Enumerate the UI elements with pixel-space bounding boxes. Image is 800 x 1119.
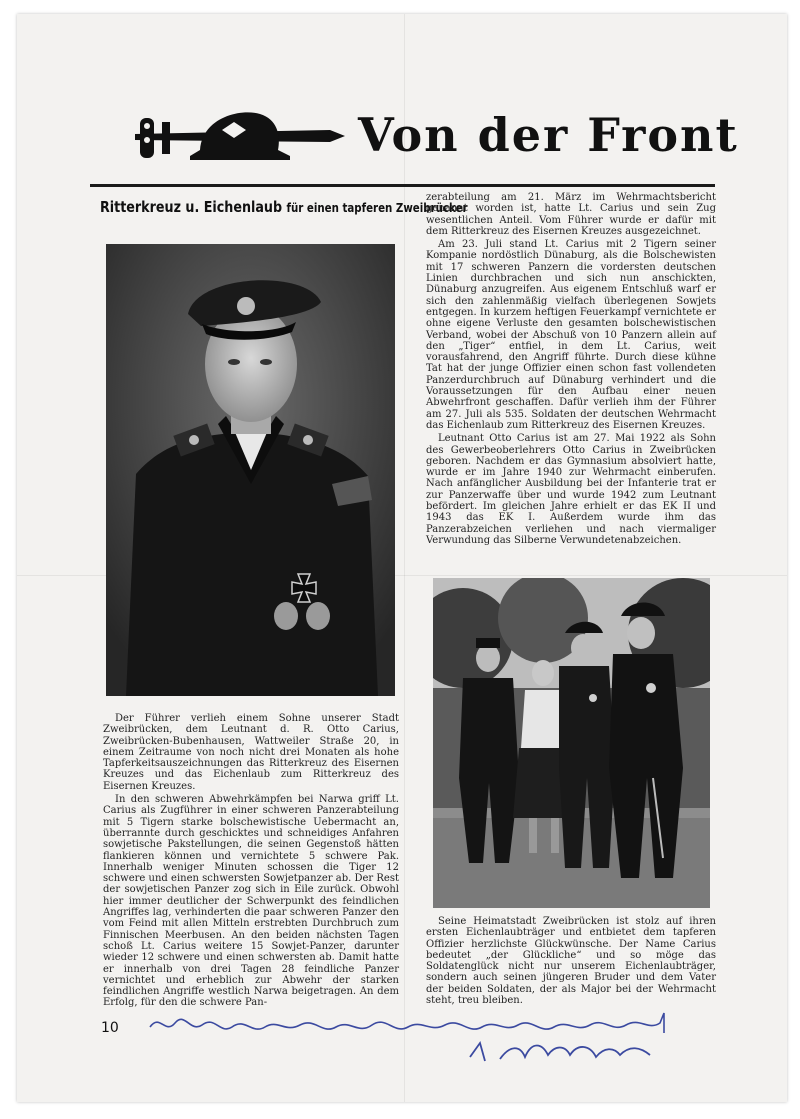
paragraph: zerabteilung am 21. März im Wehrmachtsbericht genannt worden ist, hatte Lt. Carius und sein Zug wesentlichen Anteil. Vom Führer wurde er dafür mit dem Ritterkreuz des Eisernen Kreuzes ausgezeichnet. bbox=[426, 192, 716, 237]
paragraph: In den schweren Abwehrkämpfen bei Narwa griff Lt. Carius als Zugführer in einer schweren Panzerabteilung mit 5 Tigern starke bolschewistische Uebermacht an, überrannte durch geschicktes und schneidiges Anfahren sowjetische Pakstellungen, die seinen Gegenstoß hätten flankieren können und vernichtete 5 schwere Pak. Innerhalb weniger Minuten schossen die Tiger 12 schwere und einen schwersten Sowjetpanzer ab. Der Rest der sowjetischen Panzer zog sich in Eile zurück. Obwohl hier immer deutlicher der Schwerpunkt des feindlichen Angriffes lag, verhinderten die paar schweren Panzer den vom Feind mit allen Mitteln erstrebten Durchbruch zum Finnischen Meerbusen. An den beiden nächsten Tagen schoß Lt. Carius weitere 15 Sowjet-Panzer, darunter wieder 12 schwere und einen schwersten ab. Damit hatte er innerhalb von drei Tagen 28 feindliche Panzer vernichtet und erheblich zur Abwehr der starken feindlichen Angriffe westlich Narwa beigetragen. An dem Erfolg, für den die schwere Pan- bbox=[103, 794, 399, 1009]
photo-caption bbox=[426, 916, 716, 1008]
page-number: 10 bbox=[101, 1020, 119, 1036]
article-column-left bbox=[103, 713, 399, 1011]
handwritten-dedication bbox=[140, 1005, 700, 1065]
caption-text: Seine Heimatstadt Zweibrücken ist stolz auf ihren ersten Eichenlaubträger und entbietet dem tapferen Offizier herzlichste Glückwünsche. Der Name Carius bedeutet „der Glückliche“ und so möge das Soldatenglück nicht nur unserem Eichenlaubträger, sondern auch seinen jüngeren Bruder und dem Vater der beiden Soldaten, der als Major bei der Wehrmacht steht, treu bleiben. bbox=[426, 916, 716, 1007]
article-headline bbox=[100, 198, 468, 216]
paragraph: Leutnant Otto Carius ist am 27. Mai 1922 als Sohn des Gewerbeoberlehrers Otto Carius in Zweibrücken geboren. Nachdem er das Gymnasium absolviert hatte, wurde er im Jahre 1940 zur Wehrmacht einberufen. Nach anfänglicher Ausbildung bei der Infanterie trat er zur Panzerwaffe über und wurde 1942 zum Leutnant befördert. Im gleichen Jahre erhielt er das EK II und 1943 das EK I. Außerdem wurde ihm das Panzerabzeichen verliehen und nach viermaliger Verwundung das Silberne Verwundetenabzeichen. bbox=[426, 433, 716, 546]
masthead-rule bbox=[90, 184, 715, 187]
headline-main: Ritterkreuz u. Eichenlaub bbox=[100, 198, 283, 216]
masthead bbox=[130, 100, 739, 180]
paragraph: Der Führer verlieh einem Sohne unserer Stadt Zweibrücken, dem Leutnant d. R. Otto Carius, Zweibrücken-Bubenhausen, Wattweiler Straße 20, in einem Zeitraume von noch nicht drei Monaten als hohe Tapferkeitsauszeichnungen das Ritterkreuz des Eisernen Kreuzes und das Eichenlaub zum Ritterkreuz des Eisernen Kreuzes. bbox=[103, 713, 399, 792]
masthead-title: Von der Front bbox=[358, 108, 739, 162]
paragraph: Am 23. Juli stand Lt. Carius mit 2 Tigern seiner Kompanie nordöstlich Dünaburg, als die Bolschewisten mit 17 schweren Panzern die vordersten deutschen Linien durchbrachen und sich nun anschickten, Dünaburg anzugreifen. Aus eigenem Entschluß warf er sich den zahlenmäßig vielfach überlegenen Sowjets entgegen. In kurzem heftigen Feuerkampf vernichtete er ohne eigene Verluste den gesamten bolschewistischen Verband, wobei der Abschuß von 10 Panzern allein auf den „Tiger“ entfiel, in dem Lt. Carius, weit vorausfahrend, den Angriff führte. Durch diese kühne Tat hat der junge Offizier einen schon fast vollendeten Panzerdurchbruch auf Dünaburg verhindert und die Voraussetzungen für den Aufbau einer neuen Abwehrfront geschaffen. Dafür verlieh ihm der Führer am 27. Juli als 535. Soldaten der deutschen Wehrmacht das Eichenlaub zum Ritterkreuz des Eisernen Kreuzes. bbox=[426, 239, 716, 431]
sword-helmet-emblem-icon bbox=[130, 100, 360, 180]
portrait-photo bbox=[106, 244, 395, 696]
article-column-right bbox=[426, 192, 716, 548]
group-photo bbox=[433, 578, 710, 908]
handwritten-signature-image bbox=[140, 1005, 700, 1065]
headline-subtitle: für einen tapferen Zweibrücker bbox=[286, 200, 468, 215]
